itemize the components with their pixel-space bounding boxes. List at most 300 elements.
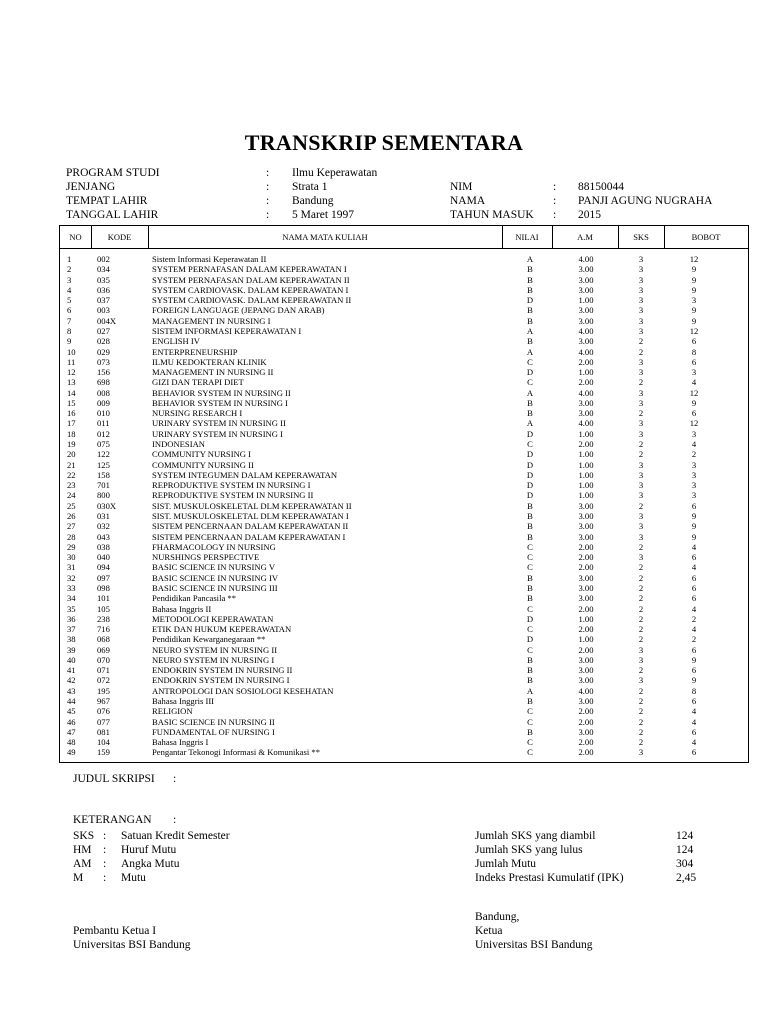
cell-am: 3.00: [578, 593, 594, 604]
cell-kode: 040: [97, 552, 110, 563]
cell-nilai: A: [526, 254, 534, 264]
cell-am: 3.00: [578, 696, 594, 707]
cell-kode: 077: [97, 716, 110, 727]
cell-no: 10: [67, 346, 76, 357]
table-row: [60, 264, 748, 274]
cell-bobot: 4: [691, 439, 697, 450]
cell-no: 5: [67, 295, 72, 306]
cell-nilai: C: [527, 747, 533, 758]
table-row: [60, 490, 748, 500]
cell-nilai: B: [527, 511, 533, 521]
table-row: [60, 367, 748, 377]
cell-no: 18: [67, 428, 76, 439]
cell-no: 48: [67, 737, 76, 748]
cell-sks: 3: [638, 418, 644, 429]
cell-kode: 028: [97, 336, 110, 347]
cell-bobot: 3: [691, 459, 697, 470]
cell-kode: 037: [97, 295, 110, 306]
cell-kode: 125: [97, 459, 110, 470]
table-row: [60, 305, 748, 315]
cell-sks: 2: [638, 603, 644, 614]
cell-nama: Bahasa Inggris III: [152, 696, 215, 707]
program-studi-label: PROGRAM STUDI: [66, 167, 160, 179]
cell-sks: 2: [638, 726, 644, 737]
cell-sks: 3: [638, 675, 644, 686]
cell-no: 47: [67, 726, 76, 737]
cell-bobot: 9: [691, 305, 697, 316]
cell-nama: FUNDAMENTAL OF NURSING I: [152, 726, 275, 737]
cell-nama: BEHAVIOR SYSTEM IN NURSING II: [152, 387, 291, 398]
legend-desc: Huruf Mutu: [121, 844, 177, 856]
table-row: [60, 285, 748, 295]
cell-am: 2.00: [578, 562, 594, 573]
cell-kode: 081: [97, 726, 110, 737]
cell-kode: 098: [97, 582, 110, 593]
table-row: [60, 254, 748, 264]
cell-bobot: 9: [691, 654, 697, 665]
table-row: [60, 583, 748, 593]
cell-nama: NURSING RESEARCH I: [152, 408, 243, 419]
cell-sks: 3: [638, 367, 644, 378]
cell-sks: 2: [638, 593, 644, 604]
table-row: [60, 275, 748, 285]
cell-nilai: B: [527, 572, 533, 583]
cell-am: 1.00: [578, 459, 594, 470]
cell-bobot: 3: [691, 480, 697, 491]
table-row: [60, 398, 748, 408]
legend-desc: Angka Mutu: [121, 858, 180, 870]
table-row: [60, 542, 748, 552]
cell-no: 42: [67, 675, 76, 686]
cell-nilai: D: [526, 490, 534, 501]
cell-no: 11: [67, 356, 76, 367]
cell-bobot: 6: [691, 696, 697, 707]
cell-nilai: B: [527, 726, 533, 737]
cell-sks: 3: [638, 531, 644, 542]
cell-bobot: 9: [691, 531, 697, 542]
cell-nama: ANTROPOLOGI DAN SOSIOLOGI KESEHATAN: [152, 685, 334, 696]
cell-bobot: 4: [691, 737, 697, 748]
cell-bobot: 9: [691, 264, 697, 275]
table-row: [60, 727, 748, 737]
cell-nama: SYSTEM INTEGUMEN DALAM KEPERAWATAN: [152, 469, 338, 480]
cell-no: 28: [67, 531, 76, 542]
cell-sks: 2: [638, 716, 644, 727]
cell-nama: REPRODUKTIVE SYSTEM IN NURSING II: [152, 490, 314, 501]
table-row: [60, 480, 748, 490]
cell-bobot: 9: [691, 284, 697, 295]
cell-am: 4.00: [578, 685, 594, 696]
cell-bobot: 6: [691, 593, 697, 604]
cell-no: 44: [67, 696, 76, 707]
cell-nama: Sistem Informasi Keperawatan II: [152, 254, 267, 264]
cell-kode: 010: [97, 408, 110, 419]
table-row: [60, 408, 748, 418]
cell-no: 43: [67, 685, 76, 696]
table-row: [60, 295, 748, 305]
colon: :: [266, 167, 270, 179]
cell-am: 4.00: [578, 254, 594, 264]
cell-bobot: 6: [691, 644, 697, 655]
cell-nama: BEHAVIOR SYSTEM IN NURSING I: [152, 397, 288, 408]
cell-bobot: 4: [691, 562, 697, 573]
signature-right-title: Ketua: [475, 925, 503, 937]
cell-nilai: B: [527, 582, 533, 593]
cell-am: 3.00: [578, 521, 594, 532]
cell-nama: FHARMACOLOGY IN NURSING: [152, 541, 276, 552]
cell-sks: 3: [638, 274, 644, 285]
cell-nama: ENDOKRIN SYSTEM IN NURSING II: [152, 665, 293, 676]
cell-kode: 094: [97, 562, 110, 573]
cell-sks: 2: [638, 377, 644, 388]
cell-am: 2.00: [578, 552, 594, 563]
table-row: [60, 604, 748, 614]
cell-kode: 027: [97, 325, 110, 336]
cell-nama: URINARY SYSTEM IN NURSING II: [152, 418, 286, 429]
table-row: [60, 737, 748, 747]
table-row: [60, 552, 748, 562]
cell-nama: MANAGEMENT IN NURSING II: [152, 367, 274, 378]
tempat-lahir-label: TEMPAT LAHIR: [66, 195, 148, 207]
cell-kode: 012: [97, 428, 110, 439]
cell-nama: Bahasa Inggris II: [152, 603, 212, 614]
cell-nilai: C: [527, 624, 533, 635]
cell-nama: SYSTEM PERNAFASAN DALAM KEPERAWATAN I: [152, 264, 347, 275]
cell-kode: 104: [97, 737, 110, 748]
cell-am: 3.00: [578, 675, 594, 686]
cell-am: 3.00: [578, 572, 594, 583]
cell-am: 1.00: [578, 480, 594, 491]
cell-nilai: C: [527, 737, 533, 748]
cell-bobot: 2: [691, 613, 697, 624]
cell-no: 37: [67, 624, 76, 635]
cell-sks: 3: [638, 325, 644, 336]
cell-am: 4.00: [578, 325, 594, 336]
cell-nama: GIZI DAN TERAPI DIET: [152, 377, 244, 388]
summary-value: 304: [676, 858, 694, 870]
cell-am: 1.00: [578, 490, 594, 501]
cell-nama: ENDOKRIN SYSTEM IN NURSING I: [152, 675, 290, 686]
grades-table: [59, 225, 749, 763]
legend-desc: Mutu: [121, 872, 146, 884]
table-row: [60, 418, 748, 428]
legend-abbr: SKS: [73, 830, 95, 842]
cell-nama: SISTEM INFORMASI KEPERAWATAN I: [152, 325, 302, 336]
cell-am: 1.00: [578, 428, 594, 439]
cell-sks: 3: [638, 521, 644, 532]
colon: :: [553, 181, 557, 193]
cell-sks: 2: [638, 696, 644, 707]
cell-nilai: B: [527, 696, 533, 707]
cell-nama: Bahasa Inggris I: [152, 737, 209, 748]
summary-value: 2,45: [676, 872, 697, 884]
nim-label: NIM: [450, 181, 473, 193]
cell-kode: 038: [97, 541, 110, 552]
cell-kode: 097: [97, 572, 110, 583]
colon: :: [553, 209, 557, 221]
cell-no: 35: [67, 603, 76, 614]
cell-kode: 701: [97, 480, 110, 491]
cell-nama: SYSTEM CARDIOVASK. DALAM KEPERAWATAN I: [152, 284, 349, 295]
cell-no: 45: [67, 706, 76, 717]
cell-nilai: D: [526, 428, 534, 439]
cell-nilai: A: [526, 346, 534, 357]
cell-am: 2.00: [578, 747, 594, 758]
cell-nama: URINARY SYSTEM IN NURSING I: [152, 428, 283, 439]
cell-bobot: 3: [691, 367, 697, 378]
cell-sks: 2: [638, 562, 644, 573]
table-row: [60, 665, 748, 675]
cell-kode: 070: [97, 654, 110, 665]
legend-abbr: AM: [73, 858, 92, 870]
cell-no: 40: [67, 654, 76, 665]
cell-sks: 2: [638, 449, 644, 460]
cell-no: 3: [67, 274, 72, 285]
cell-kode: 800: [97, 490, 110, 501]
cell-nilai: C: [527, 552, 533, 563]
table-row: [60, 645, 748, 655]
cell-am: 1.00: [578, 295, 594, 306]
cell-am: 2.00: [578, 439, 594, 450]
cell-nama: BASIC SCIENCE IN NURSING V: [152, 562, 276, 573]
cell-no: 8: [67, 325, 72, 336]
cell-kode: 716: [97, 624, 110, 635]
jenjang-value: Strata 1: [292, 181, 328, 193]
cell-nama: Pendidikan Kewarganegaraan **: [152, 634, 266, 645]
cell-kode: 008: [97, 387, 110, 398]
colon: :: [553, 195, 557, 207]
header-bobot: BOBOT: [691, 232, 721, 242]
cell-bobot: 4: [691, 603, 697, 614]
summary-label: Jumlah SKS yang diambil: [475, 830, 596, 842]
cell-am: 2.00: [578, 356, 594, 367]
cell-bobot: 6: [691, 336, 697, 347]
cell-kode: 030X: [97, 500, 117, 511]
jenjang-label: JENJANG: [66, 181, 116, 193]
cell-kode: 011: [97, 418, 110, 429]
cell-nama: ILMU KEDOKTERAN KLINIK: [152, 356, 267, 367]
header-am: A.M: [577, 232, 593, 242]
cell-sks: 2: [638, 346, 644, 357]
cell-am: 2.00: [578, 737, 594, 748]
cell-nilai: B: [527, 675, 533, 686]
cell-kode: 158: [97, 469, 110, 480]
cell-kode: 075: [97, 439, 110, 450]
cell-nilai: D: [526, 367, 534, 378]
table-row: [60, 532, 748, 542]
cell-nama: SIST. MUSKULOSKELETAL DLM KEPERAWATAN II: [152, 500, 352, 511]
cell-sks: 2: [638, 634, 644, 645]
cell-bobot: 3: [691, 490, 697, 501]
cell-sks: 3: [638, 459, 644, 470]
table-row: [60, 460, 748, 470]
cell-sks: 3: [638, 397, 644, 408]
cell-nama: ENGLISH IV: [152, 336, 200, 347]
cell-nama: BASIC SCIENCE IN NURSING II: [152, 716, 275, 727]
cell-kode: 068: [97, 634, 110, 645]
cell-no: 33: [67, 582, 76, 593]
cell-kode: 034: [97, 264, 110, 275]
cell-nilai: C: [527, 603, 533, 614]
cell-am: 1.00: [578, 469, 594, 480]
signature-left-title: Pembantu Ketua I: [73, 925, 157, 937]
cell-no: 7: [67, 315, 72, 326]
cell-sks: 3: [638, 428, 644, 439]
cell-bobot: 4: [691, 541, 697, 552]
legend-abbr: HM: [73, 844, 92, 856]
cell-nilai: B: [527, 500, 533, 511]
judul-skripsi: [73, 773, 177, 785]
cell-nilai: B: [527, 521, 533, 532]
cell-nama: NEURO SYSTEM IN NURSING II: [152, 644, 278, 655]
cell-kode: 967: [97, 696, 110, 707]
cell-am: 1.00: [578, 449, 594, 460]
cell-kode: 072: [97, 675, 110, 686]
summary-label: Jumlah Mutu: [475, 858, 537, 870]
cell-sks: 2: [638, 613, 644, 624]
cell-sks: 3: [638, 315, 644, 326]
cell-kode: 002: [97, 254, 110, 264]
tahun-masuk-value: 2015: [578, 209, 601, 221]
signature-right-place: Bandung,: [475, 911, 520, 923]
cell-nilai: D: [526, 480, 534, 491]
cell-sks: 3: [638, 511, 644, 521]
cell-kode: 105: [97, 603, 110, 614]
cell-bobot: 6: [691, 572, 697, 583]
cell-nama: REPRODUKTIVE SYSTEM IN NURSING I: [152, 480, 311, 491]
cell-sks: 3: [638, 552, 644, 563]
table-row: [60, 593, 748, 603]
document-title: TRANSKRIP SEMENTARA: [244, 130, 524, 155]
cell-sks: 3: [638, 654, 644, 665]
cell-nilai: C: [527, 716, 533, 727]
cell-am: 4.00: [578, 418, 594, 429]
legend-desc: Satuan Kredit Semester: [121, 830, 230, 842]
cell-bobot: 6: [691, 726, 697, 737]
cell-nilai: A: [526, 685, 534, 696]
cell-kode: 122: [97, 449, 110, 460]
cell-nilai: A: [526, 387, 534, 398]
cell-nama: RELIGION: [152, 706, 193, 717]
cell-nama: METODOLOGI KEPERAWATAN: [152, 613, 274, 624]
cell-nama: NURSHINGS PERSPECTIVE: [152, 552, 260, 563]
table-row: [60, 675, 748, 685]
cell-no: 13: [67, 377, 76, 388]
cell-am: 3.00: [578, 654, 594, 665]
tanggal-lahir-label: TANGGAL LAHIR: [66, 209, 159, 221]
colon: :: [266, 195, 270, 207]
table-row: [60, 696, 748, 706]
table-row: [60, 624, 748, 634]
cell-am: 3.00: [578, 582, 594, 593]
cell-sks: 2: [638, 439, 644, 450]
cell-am: 2.00: [578, 706, 594, 717]
table-row: [60, 562, 748, 572]
cell-kode: 238: [97, 613, 110, 624]
cell-bobot: 9: [691, 675, 697, 686]
cell-sks: 2: [638, 737, 644, 748]
cell-nilai: B: [527, 264, 533, 275]
table-row: [60, 747, 748, 757]
cell-nilai: A: [526, 325, 534, 336]
cell-sks: 3: [638, 284, 644, 295]
cell-nilai: B: [527, 284, 533, 295]
cell-sks: 3: [638, 490, 644, 501]
nim-value: 88150044: [578, 181, 624, 193]
table-row: [60, 511, 748, 521]
cell-no: 29: [67, 541, 76, 552]
cell-am: 3.00: [578, 500, 594, 511]
table-row: [60, 573, 748, 583]
header-sks: SKS: [633, 232, 649, 242]
cell-am: 1.00: [578, 613, 594, 624]
cell-sks: 3: [638, 305, 644, 316]
cell-bobot: 8: [691, 685, 697, 696]
table-row: [60, 470, 748, 480]
cell-am: 3.00: [578, 284, 594, 295]
cell-no: 31: [67, 562, 76, 573]
table-row: [60, 521, 748, 531]
table-row: [60, 501, 748, 511]
table-row: [60, 357, 748, 367]
cell-bobot: 6: [691, 582, 697, 593]
cell-bobot: 6: [691, 408, 697, 419]
cell-no: 15: [67, 397, 76, 408]
header-nilai: NILAI: [515, 232, 539, 242]
cell-bobot: 6: [691, 665, 697, 676]
table-row: [60, 655, 748, 665]
cell-sks: 2: [638, 541, 644, 552]
cell-sks: 3: [638, 480, 644, 491]
cell-nilai: B: [527, 315, 533, 326]
cell-bobot: 3: [691, 469, 697, 480]
header-nama: NAMA MATA KULIAH: [282, 232, 368, 242]
cell-nama: SYSTEM PERNAFASAN DALAM KEPERAWATAN II: [152, 274, 350, 285]
cell-nilai: B: [527, 274, 533, 285]
cell-kode: 009: [97, 397, 110, 408]
tempat-lahir-value: Bandung: [292, 195, 334, 207]
cell-sks: 2: [638, 706, 644, 717]
cell-no: 6: [67, 305, 72, 316]
cell-am: 2.00: [578, 541, 594, 552]
cell-bobot: 2: [691, 449, 697, 460]
cell-nama: COMMUNITY NURSING II: [152, 459, 254, 470]
cell-no: 1: [67, 254, 72, 264]
cell-nama: Pengantar Tekonogi Informasi & Komunikasi **: [152, 747, 320, 758]
cell-am: 3.00: [578, 264, 594, 275]
cell-no: 25: [67, 500, 76, 511]
header-divider: [60, 248, 748, 249]
cell-no: 24: [67, 490, 76, 501]
cell-no: 26: [67, 511, 76, 521]
cell-nilai: D: [526, 449, 534, 460]
table-row: [60, 377, 748, 387]
tanggal-lahir-value: 5 Maret 1997: [292, 209, 354, 221]
summary-label: Indeks Prestasi Kumulatif (IPK): [475, 872, 624, 884]
cell-nilai: C: [527, 706, 533, 717]
cell-am: 2.00: [578, 716, 594, 727]
cell-kode: 032: [97, 521, 110, 532]
cell-sks: 2: [638, 336, 644, 347]
cell-no: 20: [67, 449, 76, 460]
cell-sks: 2: [638, 665, 644, 676]
cell-kode: 101: [97, 593, 110, 604]
cell-nilai: C: [527, 644, 533, 655]
cell-am: 1.00: [578, 634, 594, 645]
cell-sks: 3: [638, 356, 644, 367]
cell-am: 1.00: [578, 367, 594, 378]
header-no: NO: [69, 232, 82, 242]
